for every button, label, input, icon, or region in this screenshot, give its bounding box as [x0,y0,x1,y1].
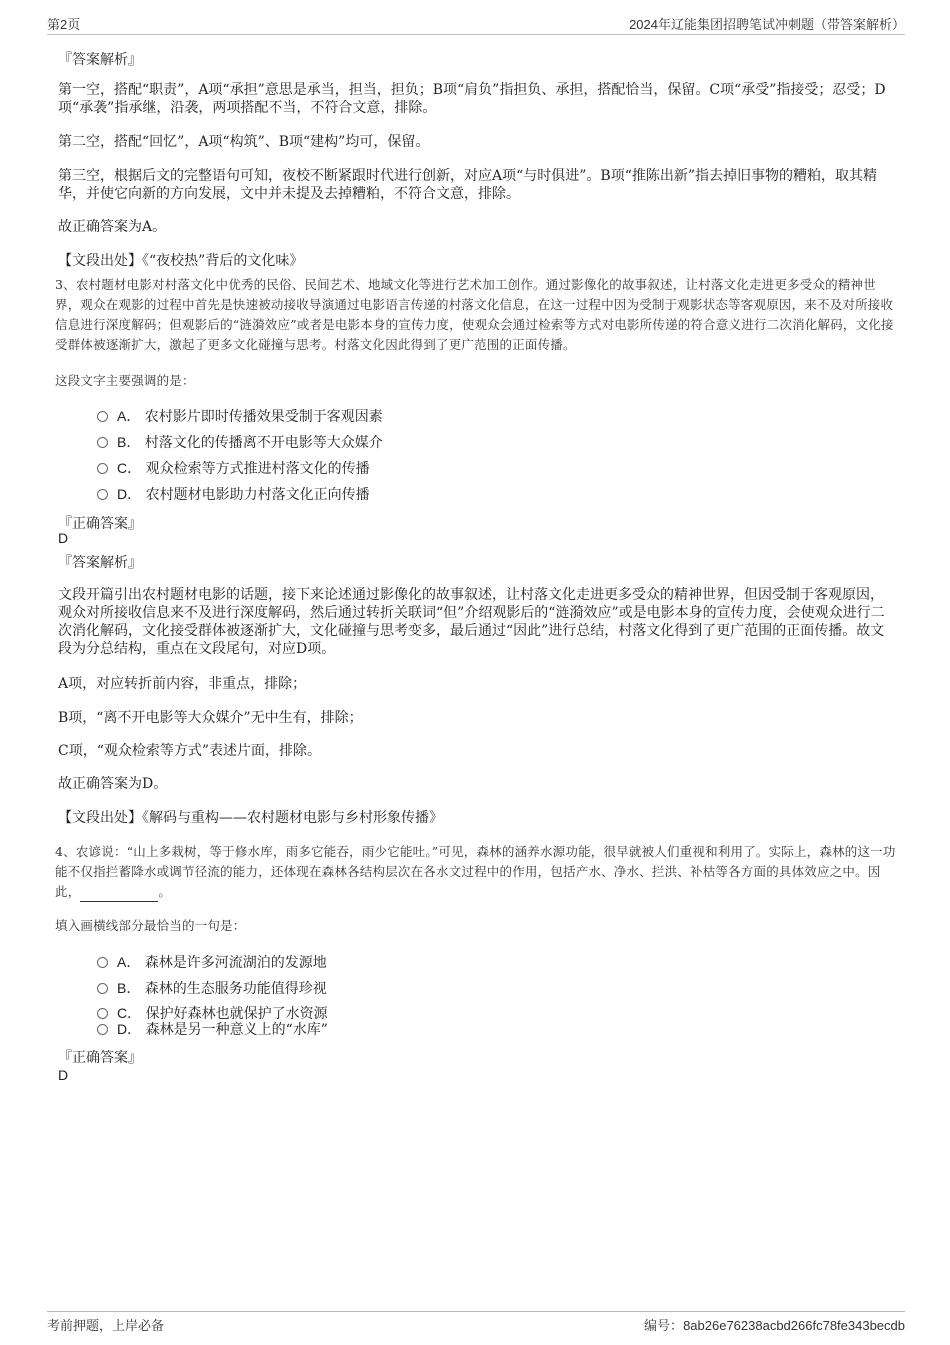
footer-slogan: 考前押题，上岸必备 [47,1318,165,1333]
question-3-analysis: 文段开篇引出农村题材电影的话题，接下来论述通过影像化的故事叙述，让村落文化走进更多受众的精神世界，但因受制于客观原因，观众对所接收信息来不及进行深度解码，然后通过转折关联词“但”介绍观影后的“涟漪效应”或是电影本身的宣传力度，会使观众进行二次消化解码，文化接受群体被逐渐扩大，文化碰撞与思考变多，最后通过“因此”进行总结，村落文化得到了更广范围的正面传播。故文段为分总结构，重点在文段尾句，对应D项。 [58,587,885,657]
option-c-note: C项，“观众检索等方式”表述片面，排除。 [58,743,322,759]
option-a-note: A项，对应转折前内容，非重点，排除； [58,676,307,692]
radio-icon[interactable] [97,489,108,500]
page-header [47,14,905,35]
analysis-conclusion: 故正确答案为D。 [58,776,168,792]
analysis-paragraph-1: 第一空，搭配“职责”，A项“承担”意思是承当，担当，担负；B项“肩负”指担负、承担，搭配恰当，保留。C项“承受”指接受；忍受；D项“承袭”指承继，沿袭，两项搭配不当，不符合文意，排除。 [58,82,886,116]
radio-icon[interactable] [97,957,108,968]
correct-answer-label: 『正确答案』 [58,1050,142,1066]
q4-option-b[interactable]: B． 森林的生态服务功能值得珍视 [97,978,327,998]
radio-icon[interactable] [97,983,108,994]
question-4-stem: 4、农谚说：“山上多栽树，等于修水库，雨多它能吞，雨少它能吐。”可见，森林的涵养水源功能，很早就被人们重视和利用了。实际上，森林的这一功能不仅指拦蓄降水或调节径流的能力，还体现在森林各结构层次在各水文过程中的作用，包括产水、净水、拦洪、补枯等各方面的具体效应之中。因此， 。 [55,842,897,902]
page-footer [47,1311,905,1336]
document-code: 编号：8ab26e76238acbd266fc78fe343becdb [644,1318,905,1333]
analysis-paragraph-3: 第三空，根据后文的完整语句可知，夜校不断紧跟时代进行创新，对应A项“与时俱进”。B项“推陈出新”指去掉旧事物的糟粕，取其精华，并使它向新的方向发展，文中并未提及去掉糟粕，不符合文意，排除。 [58,168,878,202]
correct-answer-value: D [58,530,69,546]
q3-option-a[interactable]: A． 农村影片即时传播效果受制于客观因素 [97,406,383,426]
analysis-label: 『答案解析』 [58,555,142,571]
correct-answer-value: D [58,1067,69,1083]
radio-icon[interactable] [97,411,108,422]
radio-icon[interactable] [97,463,108,474]
q4-option-c[interactable]: C． 保护好森林也就保护了水资源 [97,1003,328,1023]
q4-option-d[interactable]: D． 森林是另一种意义上的“水库” [97,1019,328,1039]
q3-option-c[interactable]: C． 观众检索等方式推进村落文化的传播 [97,458,370,478]
page-number: 第2页 [47,17,81,32]
q4-option-a[interactable]: A． 森林是许多河流湖泊的发源地 [97,952,327,972]
radio-icon[interactable] [97,437,108,448]
radio-icon[interactable] [97,1008,108,1019]
source-citation: 【文段出处】《解码与重构——农村题材电影与乡村形象传播》 [58,810,443,826]
question-3-stem: 3、农村题材电影对村落文化中优秀的民俗、民间艺术、地域文化等进行艺术加工创作。通过影像化的故事叙述，让村落文化走进更多受众的精神世界，观众在观影的过程中首先是快速被动接收导演通过电影语言传递的村落文化信息，在这一过程中因为受制于观影状态等客观原因，来不及对所接收信息进行深度解码；但观影后的“涟漪效应”或者是电影本身的宣传力度，使观众会通过检索等方式对电影所传递的符合意义进行二次消化解码，文化接受群体被逐渐扩大，激起了更多文化碰撞与思考。村落文化因此得到了更广范围的正面传播。 [55,277,894,352]
analysis-paragraph-2: 第二空，搭配“回忆”，A项“构筑”、B项“建构”均可，保留。 [58,134,430,150]
document-title: 2024年辽能集团招聘笔试冲刺题（带答案解析） [629,17,905,32]
source-citation: 【文段出处】《“夜校热”背后的文化味》 [58,253,304,269]
question-3-prompt: 这段文字主要强调的是： [55,373,195,388]
option-b-note: B项，“离不开电影等大众媒介”无中生有，排除； [58,710,363,726]
fill-blank [80,888,158,902]
correct-answer-label: 『正确答案』 [58,516,142,532]
q3-option-b[interactable]: B． 村落文化的传播离不开电影等大众媒介 [97,432,383,452]
analysis-label: 『答案解析』 [58,52,142,68]
radio-icon[interactable] [97,1024,108,1035]
question-4-prompt: 填入画横线部分最恰当的一句是： [55,918,246,933]
analysis-conclusion: 故正确答案为A。 [58,219,167,235]
q3-option-d[interactable]: D． 农村题材电影助力村落文化正向传播 [97,484,370,504]
